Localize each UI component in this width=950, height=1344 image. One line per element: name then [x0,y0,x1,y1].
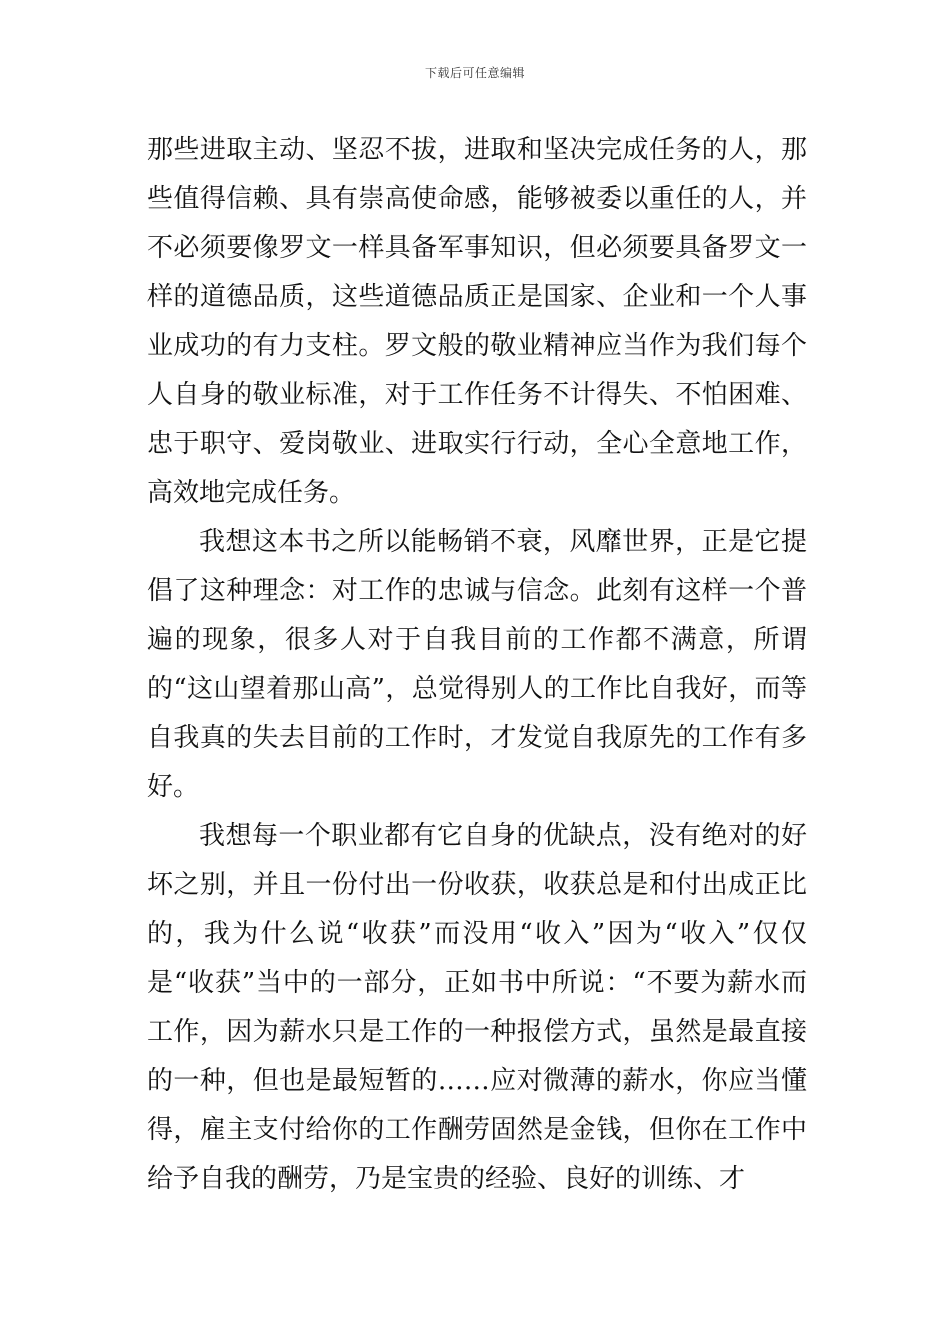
paragraph-3: 我想每一个职业都有它自身的优缺点，没有绝对的好坏之别，并且一份付出一份收获，收获总是和付出成正比的，我为什么说“收获”而没用“收入”因为“收入”仅仅是“收获”当中的一部分，正如书中所说：“不要为薪水而工作，因为薪水只是工作的一种报偿方式，虽然是最直接的一种，但也是最短暂的……应对微薄的薪水，你应当懂得，雇主支付给你的工作酬劳固然是金钱，但你在工作中给予自我的酬劳，乃是宝贵的经验、良好的训练、才 [147,821,807,1194]
page-header-note: 下载后可任意编辑 [424,66,525,80]
body-text [147,126,807,1204]
paragraph-2: 我想这本书之所以能畅销不衰，风靡世界，正是它提倡了这种理念：对工作的忠诚与信念。此刻有这样一个普遍的现象，很多人对于自我目前的工作都不满意，所谓的“这山望着那山高”，总觉得别人的工作比自我好，而等自我真的失去目前的工作时，才发觉自我原先的工作有多好。 [147,527,807,802]
paragraph-1: 那些进取主动、坚忍不拔，进取和坚决完成任务的人，那些值得信赖、具有崇高使命感，能够被委以重任的人，并不必须要像罗文一样具备军事知识，但必须要具备罗文一样的道德品质，这些道德品质正是国家、企业和一个人事业成功的有力支柱。罗文般的敬业精神应当作为我们每个人自身的敬业标准，对于工作任务不计得失、不怕困难、忠于职守、爱岗敬业、进取实行行动，全心全意地工作，高效地完成任务。 [147,135,807,508]
